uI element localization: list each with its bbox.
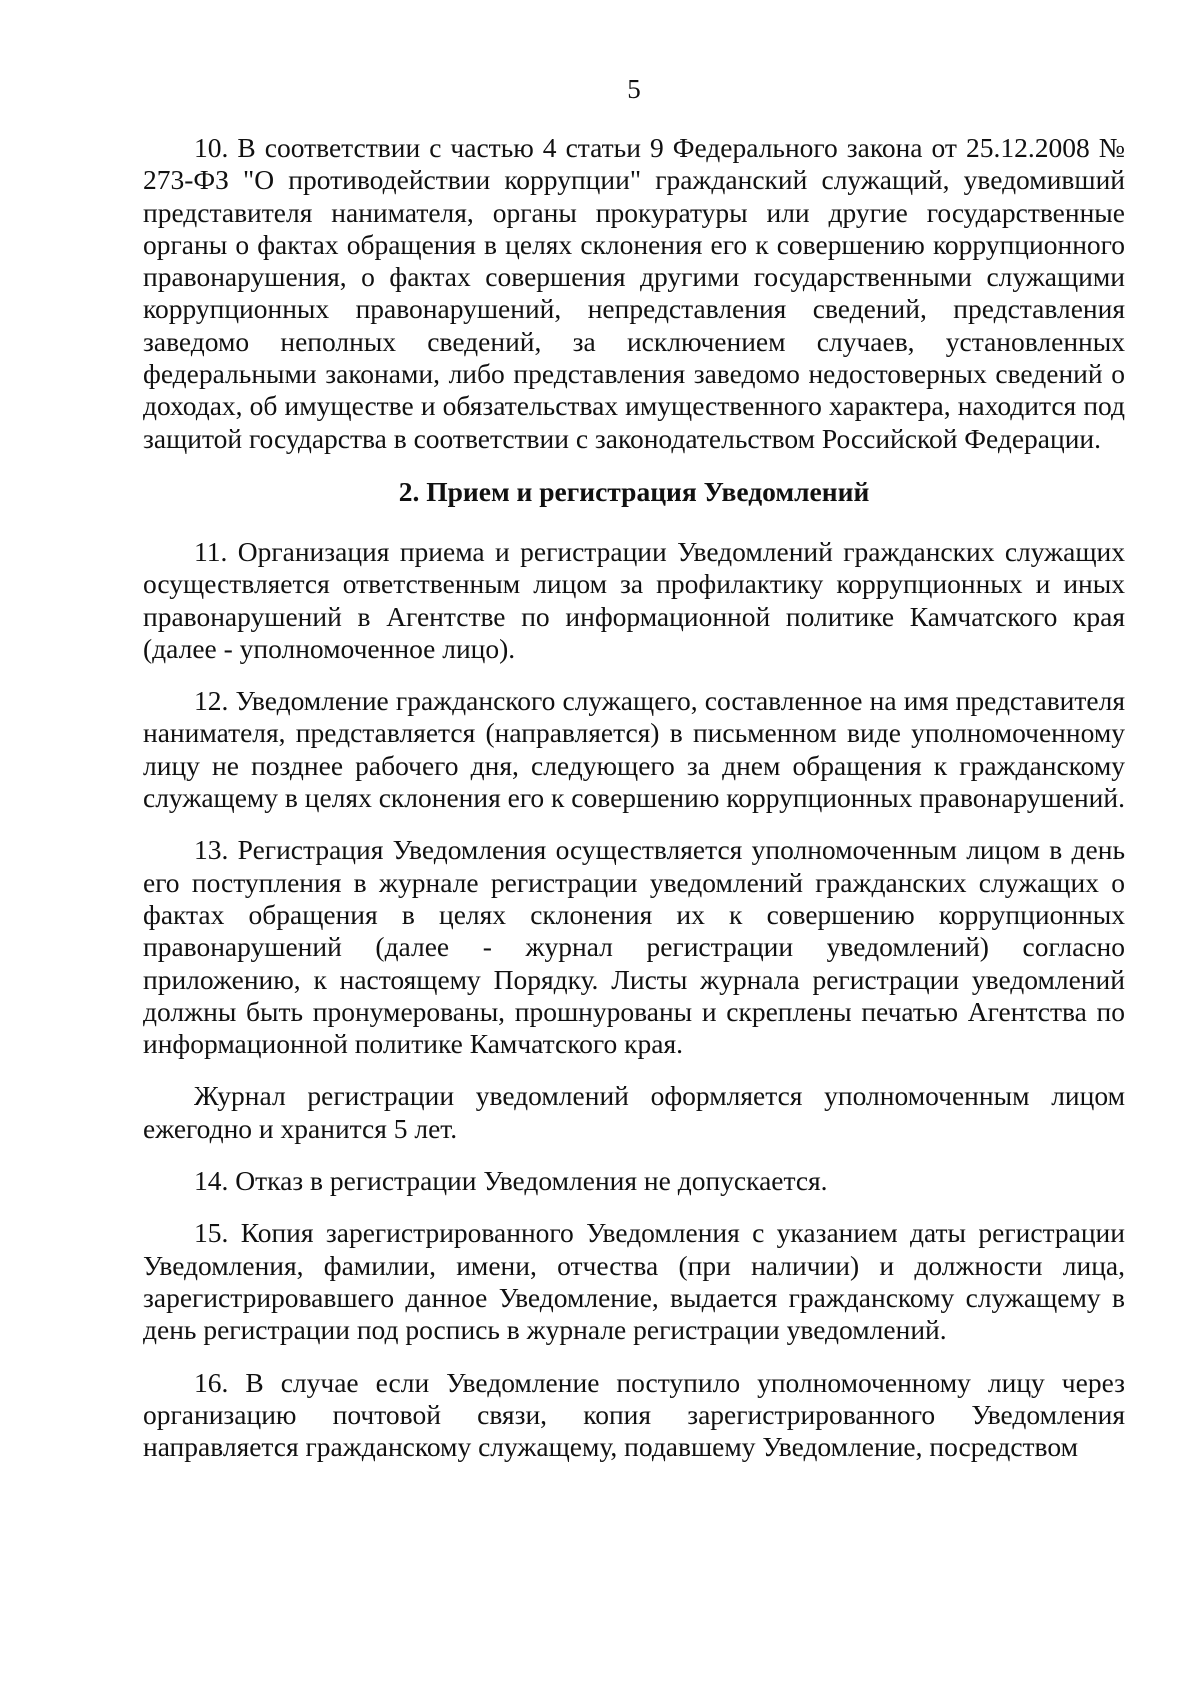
paragraph-12: 12. Уведомление гражданского служащего, составленное на имя представителя нанимателя, представляется (направляется) в письменном виде уполномоченному лицу не позднее рабочего дня, следующего за днем обращения к гражданскому служащему в целях склонения его к совершению коррупционных правонарушений. (143, 685, 1125, 814)
page-number: 5 (627, 74, 641, 104)
section-heading: 2. Прием и регистрация Уведомлений (398, 475, 870, 507)
paragraph-16: 16. В случае если Уведомление поступило уполномоченному лицу через организацию почтовой связи, копия зарегистрированного Уведомления направляется гражданскому служащему, подавшему Уведомление, посредством (143, 1366, 1125, 1463)
paragraph-11: 11. Организация приема и регистрации Уведомлений гражданских служащих осуществляется ответственным лицом за профилактику коррупционных и иных правонарушений в Агентстве по информационной политике Камчатского края (далее - уполномоченное лицо). (143, 535, 1125, 664)
paragraph-10: 10. В соответствии с частью 4 статьи 9 Федерального закона от 25.12.2008 № 273-ФЗ "О противодействии коррупции" гражданский служащий, уведомивший представителя нанимателя, органы прокуратуры или другие государственные органы о фактах обращения в целях склонения его к совершению коррупционного правонарушения, о фактах совершения другими государственными служащими коррупционных правонарушений, непредставления сведений, представления заведомо неполных сведений, за исключением случаев, установленных федеральными законами, либо представления заведомо недостоверных сведений о доходах, об имуществе и обязательствах имущественного характера, находится под защитой государства в соответствии с законодательством Российской Федерации. (143, 132, 1125, 454)
paragraph-15: 15. Копия зарегистрированного Уведомления с указанием даты регистрации Уведомления, фамилии, имени, отчества (при наличии) и должности лица, зарегистрировавшего данное Уведомление, выдается гражданскому служащему в день регистрации под роспись в журнале регистрации уведомлений. (143, 1217, 1125, 1346)
document-body (143, 132, 1125, 1463)
paragraph-journal: Журнал регистрации уведомлений оформляется уполномоченным лицом ежегодно и хранится 5 лет. (143, 1080, 1125, 1144)
paragraph-14: 14. Отказ в регистрации Уведомления не допускается. (194, 1165, 828, 1197)
paragraph-13: 13. Регистрация Уведомления осуществляется уполномоченным лицом в день его поступления в журнале регистрации уведомлений гражданских служащих о фактах обращения в целях склонения их к совершению коррупционных правонарушений (далее - журнал регистрации уведомлений) согласно приложению, к настоящему Порядку. Листы журнала регистрации уведомлений должны быть пронумерованы, прошнурованы и скреплены печатью Агентства по информационной политике Камчатского края. (143, 834, 1125, 1060)
